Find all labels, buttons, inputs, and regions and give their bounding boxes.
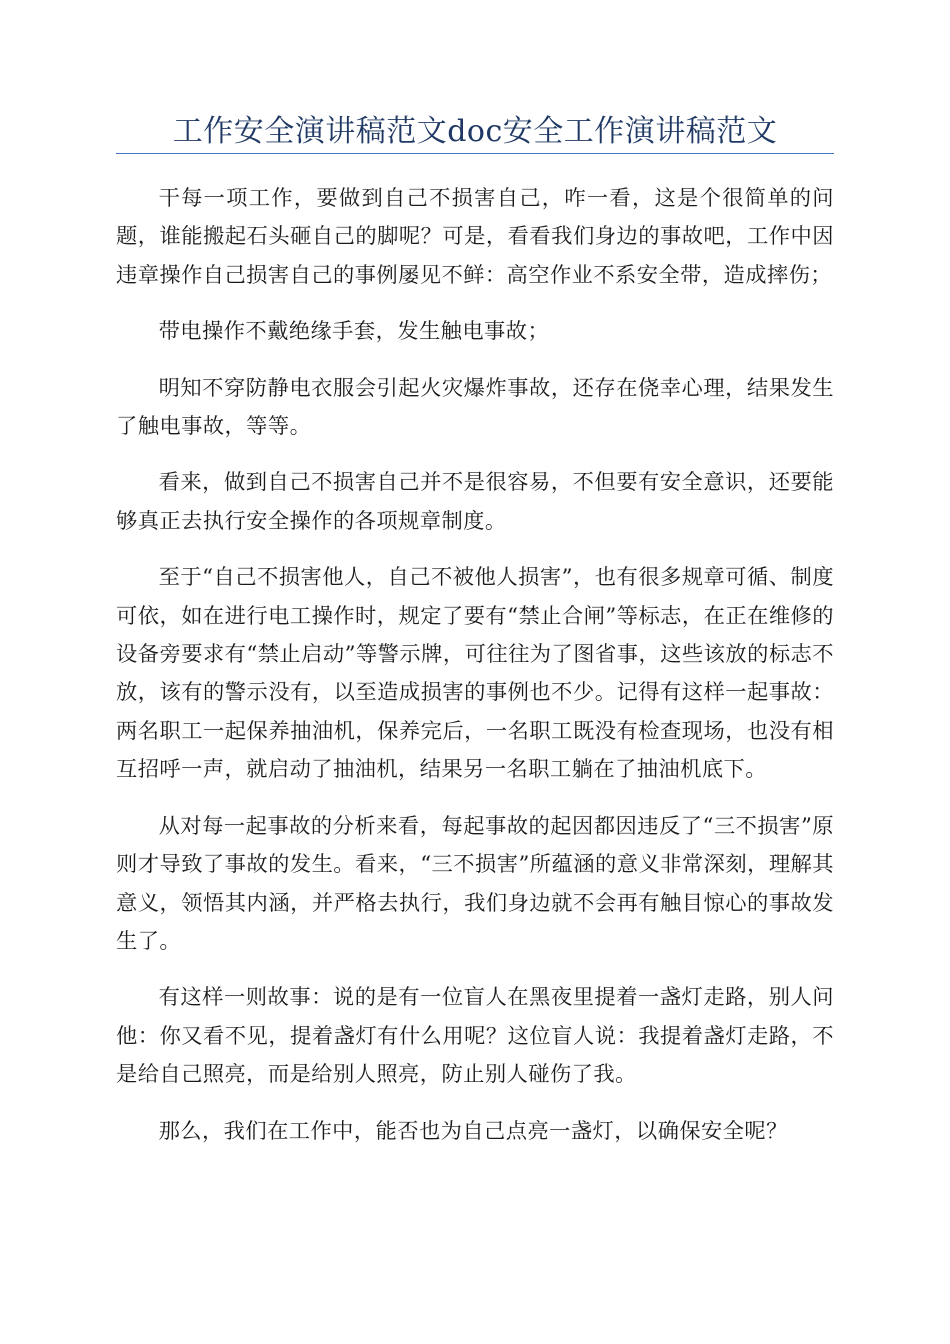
paragraph: 有这样一则故事：说的是有一位盲人在黑夜里提着一盏灯走路，别人问他：你又看不见，提着盏灯有什么用呢？这位盲人说：我提着盏灯走路，不是给自己照亮，而是给别人照亮，防止别人碰伤了我。: [116, 985, 834, 1088]
paragraph: 看来，做到自己不损害自己并不是很容易，不但要有安全意识，还要能够真正去执行安全操作的各项规章制度。: [116, 470, 834, 534]
paragraph: 明知不穿防静电衣服会引起火灾爆炸事故，还存在侥幸心理，结果发生了触电事故，等等。: [116, 375, 834, 440]
paragraph: 从对每一起事故的分析来看，每起事故的起因都因违反了“三不损害”原则才导致了事故的发生。看来，“三不损害”所蕴涵的意义非常深刻，理解其意义，领悟其内涵，并严格去执行，我们身边就不会再有触目惊心的事故发生了。: [116, 813, 834, 954]
paragraph: 至于“自己不损害他人，自己不被他人损害”，也有很多规章可循、制度可依，如在进行电工操作时，规定了要有“禁止合闸”等标志，在正在维修的设备旁要求有“禁止启动”等警示牌，可往往为了图省事，这些该放的标志不放，该有的警示没有，以至造成损害的事例也不少。记得有这样一起事故：两名职工一起保养抽油机，保养完后，一名职工既没有检查现场，也没有相互招呼一声，就启动了抽油机，结果另一名职工躺在了抽油机底下。: [116, 565, 834, 783]
title-underline: [116, 153, 834, 154]
paragraph: 那么，我们在工作中，能否也为自己点亮一盏灯，以确保安全呢？: [158, 1118, 788, 1144]
document-body: [116, 180, 834, 1169]
paragraph: 干每一项工作，要做到自己不损害自己，咋一看，这是个很简单的问题，谁能搬起石头砸自己的脚呢？可是，看看我们身边的事故吧，工作中因违章操作自己损害自己的事例屡见不鲜：高空作业不系安全带，造成摔伤；: [116, 186, 834, 288]
paragraph: 带电操作不戴绝缘手套，发生触电事故；: [158, 319, 550, 345]
document-title: 工作安全演讲稿范文doc安全工作演讲稿范文: [172, 114, 778, 149]
